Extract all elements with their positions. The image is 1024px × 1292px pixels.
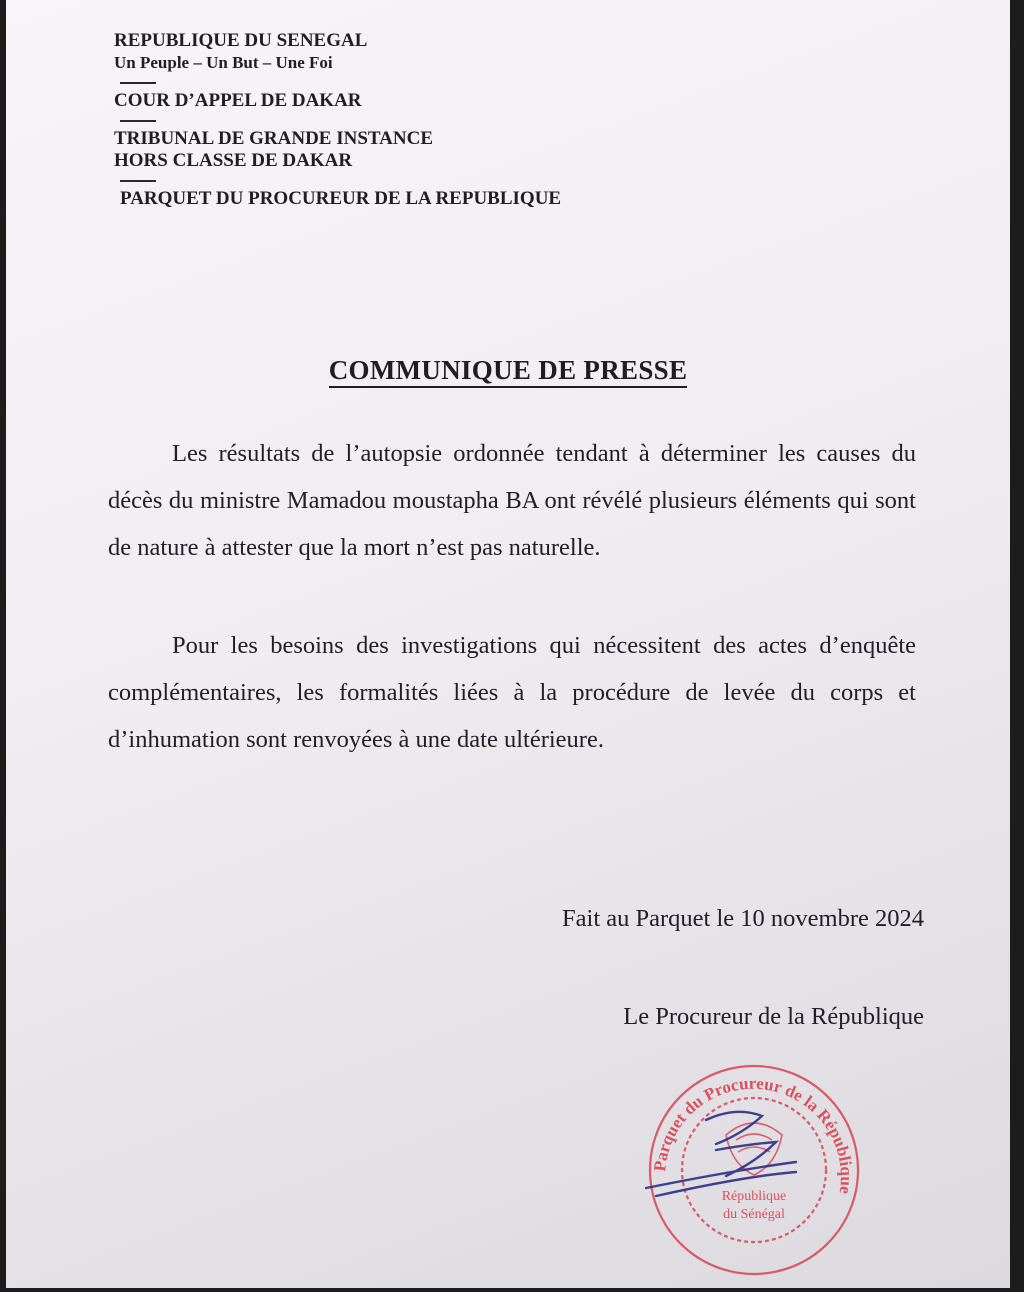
header-separator bbox=[120, 82, 156, 84]
stamp-center-line2: du Sénégal bbox=[723, 1207, 785, 1222]
stamp-center-line1: République bbox=[721, 1189, 787, 1204]
paragraph-text: Les résultats de l’autopsie ordonnée tendant à déterminer les causes du décès du ministre Mamadou moustapha BA ont révélé plusieurs éléments qui sont de nature à attester que la mort n’est pas naturelle. bbox=[108, 440, 916, 561]
body-paragraph-2 bbox=[108, 622, 916, 763]
tribunal-name-line1: TRIBUNAL DE GRANDE INSTANCE bbox=[114, 128, 434, 149]
document-title bbox=[6, 355, 1010, 386]
stamp-ink bbox=[650, 1066, 858, 1274]
official-stamp bbox=[626, 1040, 876, 1280]
document-page bbox=[6, 0, 1010, 1288]
header-separator bbox=[120, 120, 156, 122]
court-name: COUR D’APPEL DE DAKAR bbox=[114, 90, 362, 111]
date-line: Fait au Parquet le 10 novembre 2024 bbox=[562, 905, 924, 932]
tribunal-name-line2: HORS CLASSE DE DAKAR bbox=[114, 150, 353, 171]
letterhead bbox=[114, 30, 561, 210]
body-paragraph-1 bbox=[108, 430, 916, 571]
paragraph-text: Pour les besoins des investigations qui nécessitent des actes d’enquête complémentaires, les formalités liées à la procédure de levée du corps et d’inhumation sont renvoyées à une date ultérieure. bbox=[108, 632, 916, 753]
parquet-name: PARQUET DU PROCUREUR DE LA REPUBLIQUE bbox=[120, 188, 562, 209]
signer-title: Le Procureur de la République bbox=[623, 1003, 924, 1030]
national-motto: Un Peuple – Un But – Une Foi bbox=[114, 53, 333, 72]
stamp-ring-textpath: Parquet du Procureur de la République bbox=[650, 1073, 857, 1196]
country-name: REPUBLIQUE DU SENEGAL bbox=[114, 30, 368, 51]
title-text: COMMUNIQUE DE PRESSE bbox=[329, 355, 688, 388]
header-separator bbox=[120, 180, 156, 182]
